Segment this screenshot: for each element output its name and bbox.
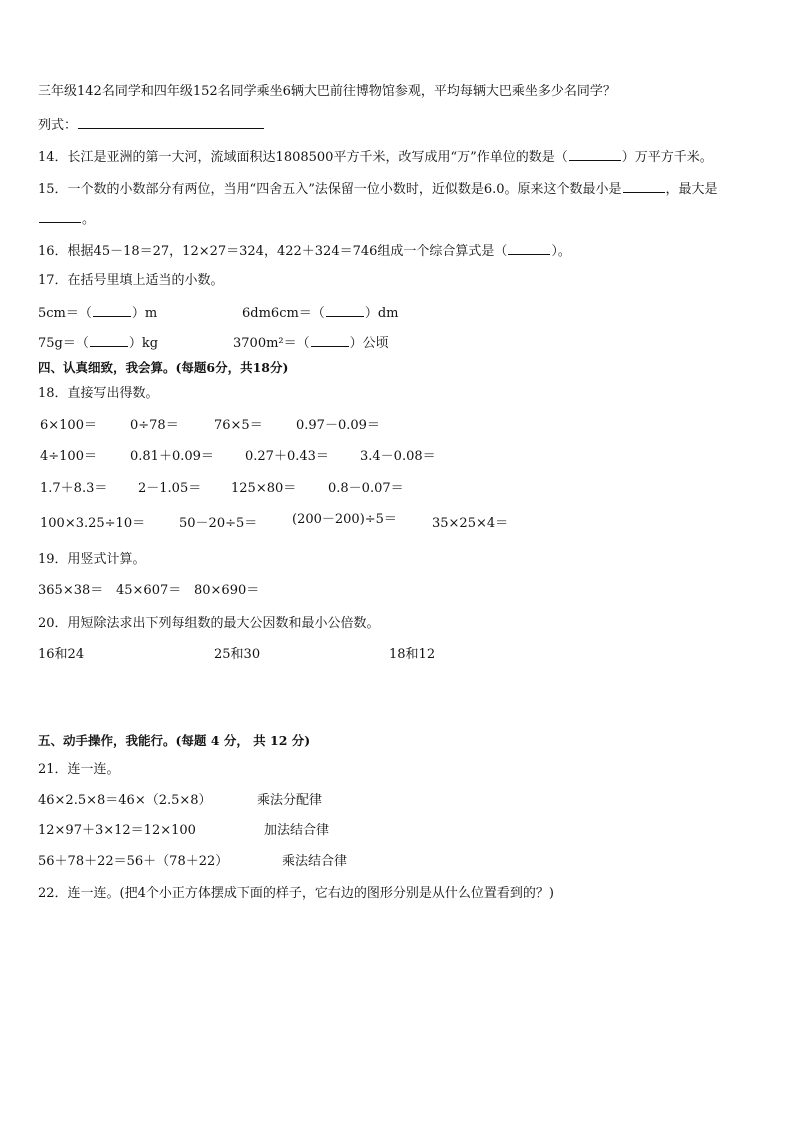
q13-answer-blank[interactable]	[78, 116, 264, 129]
q20-title: 20．用短除法求出下列每组数的最大公因数和最小公倍数。	[38, 616, 380, 631]
q18-item: 6×100＝	[40, 418, 97, 433]
q17-item-4-blank[interactable]	[311, 334, 349, 347]
q16-answer-blank[interactable]	[508, 242, 550, 255]
q19-item: 45×607＝	[116, 583, 182, 598]
q18-item: 100×3.25÷10＝	[40, 516, 146, 531]
q17-item-1-text: 5cm＝（	[38, 306, 92, 321]
q19-title: 19．用竖式计算。	[38, 552, 146, 567]
q15-line1	[38, 180, 718, 198]
q19-item: 365×38＝	[38, 583, 104, 598]
q15-text-mid: ，最大是	[665, 182, 718, 197]
q17-item-1	[38, 304, 157, 322]
q18-item: (200－200)÷5＝	[292, 512, 397, 527]
q20-item: 25和30	[214, 647, 261, 662]
q18-item: 3.4－0.08＝	[360, 449, 436, 464]
q18-item: 76×5＝	[214, 418, 263, 433]
q21-left-item[interactable]: 12×97＋3×12＝12×100	[38, 823, 196, 838]
q18-item: 2－1.05＝	[138, 481, 202, 496]
q14-text-end: ）万平方千米。	[621, 150, 713, 165]
q17-item-4-unit: ）公顷	[349, 336, 389, 351]
q17-title: 17．在括号里填上适当的小数。	[38, 273, 224, 288]
q20-item: 16和24	[38, 647, 85, 662]
q15-line2	[38, 210, 95, 228]
q17-item-3-unit: ）kg	[128, 336, 159, 351]
q18-title: 18．直接写出得数。	[38, 386, 159, 401]
q18-item: 1.7＋8.3＝	[40, 481, 108, 496]
q18-item: 0.97－0.09＝	[296, 418, 380, 433]
q18-item: 125×80＝	[231, 481, 297, 496]
q21-left-item[interactable]: 56＋78＋22＝56＋（78＋22）	[38, 854, 229, 869]
q15-max-blank[interactable]	[39, 210, 81, 223]
q20-item: 18和12	[389, 647, 436, 662]
q18-item: 0÷78＝	[130, 418, 179, 433]
section-4-heading: 四、认真细致，我会算。(每题6分，共18分)	[38, 360, 289, 375]
q16	[38, 242, 571, 260]
q14-answer-blank[interactable]	[569, 148, 621, 161]
q13-formula	[38, 116, 265, 134]
q17-item-3-text: 75g＝（	[38, 336, 89, 351]
q17-item-2-blank[interactable]	[326, 304, 364, 317]
q16-text-end: ）。	[551, 244, 571, 259]
section-5-heading: 五、动手操作，我能行。(每题 4 分， 共 12 分)	[38, 733, 311, 748]
q16-text: 16．根据45－18＝27，12×27＝324，422＋324＝746组成一个综合算式是（	[38, 244, 508, 259]
q19-item: 80×690＝	[194, 583, 260, 598]
q17-item-1-unit: ）m	[131, 306, 158, 321]
q17-item-1-blank[interactable]	[93, 304, 131, 317]
q21-right-item[interactable]: 乘法结合律	[282, 854, 348, 869]
q18-item: 0.81＋0.09＝	[130, 449, 214, 464]
q18-item: 0.8－0.07＝	[328, 481, 404, 496]
q21-title: 21．连一连。	[38, 762, 120, 777]
q21-right-item[interactable]: 加法结合律	[264, 823, 330, 838]
q17-item-3	[38, 334, 158, 352]
q15-text-end: 。	[82, 212, 96, 227]
q21-left-item[interactable]: 46×2.5×8＝46×（2.5×8）	[38, 793, 212, 808]
q17-item-2-text: 6dm6cm＝（	[242, 306, 325, 321]
q13-text: 三年级142名同学和四年级152名同学乘坐6辆大巴前往博物馆参观，平均每辆大巴乘坐多少名同学？	[38, 84, 616, 99]
q18-item: 0.27＋0.43＝	[245, 449, 329, 464]
q22-title: 22．连一连。(把4个小正方体摆成下面的样子，它右边的图形分别是从什么位置看到的？)	[38, 886, 554, 901]
q17-item-4	[233, 334, 389, 352]
q18-item: 35×25×4＝	[432, 516, 509, 531]
q13-formula-label: 列式：	[38, 118, 78, 133]
q17-item-2	[242, 304, 398, 322]
q21-right-item[interactable]: 乘法分配律	[257, 793, 323, 808]
q15-min-blank[interactable]	[623, 180, 665, 193]
q18-item: 4÷100＝	[40, 449, 97, 464]
q18-item: 50－20÷5＝	[179, 516, 258, 531]
q17-item-3-blank[interactable]	[90, 334, 128, 347]
q17-item-2-unit: ）dm	[364, 306, 399, 321]
q14	[38, 148, 713, 166]
q17-item-4-text: 3700m²＝（	[233, 336, 310, 351]
q15-text: 15．一个数的小数部分有两位，当用“四舍五入”法保留一位小数时，近似数是6.0。原来这个数最小是	[38, 182, 622, 197]
q14-text: 14．长江是亚洲的第一大河，流域面积达1808500平方千米，改写成用“万”作单位的数是（	[38, 150, 568, 165]
